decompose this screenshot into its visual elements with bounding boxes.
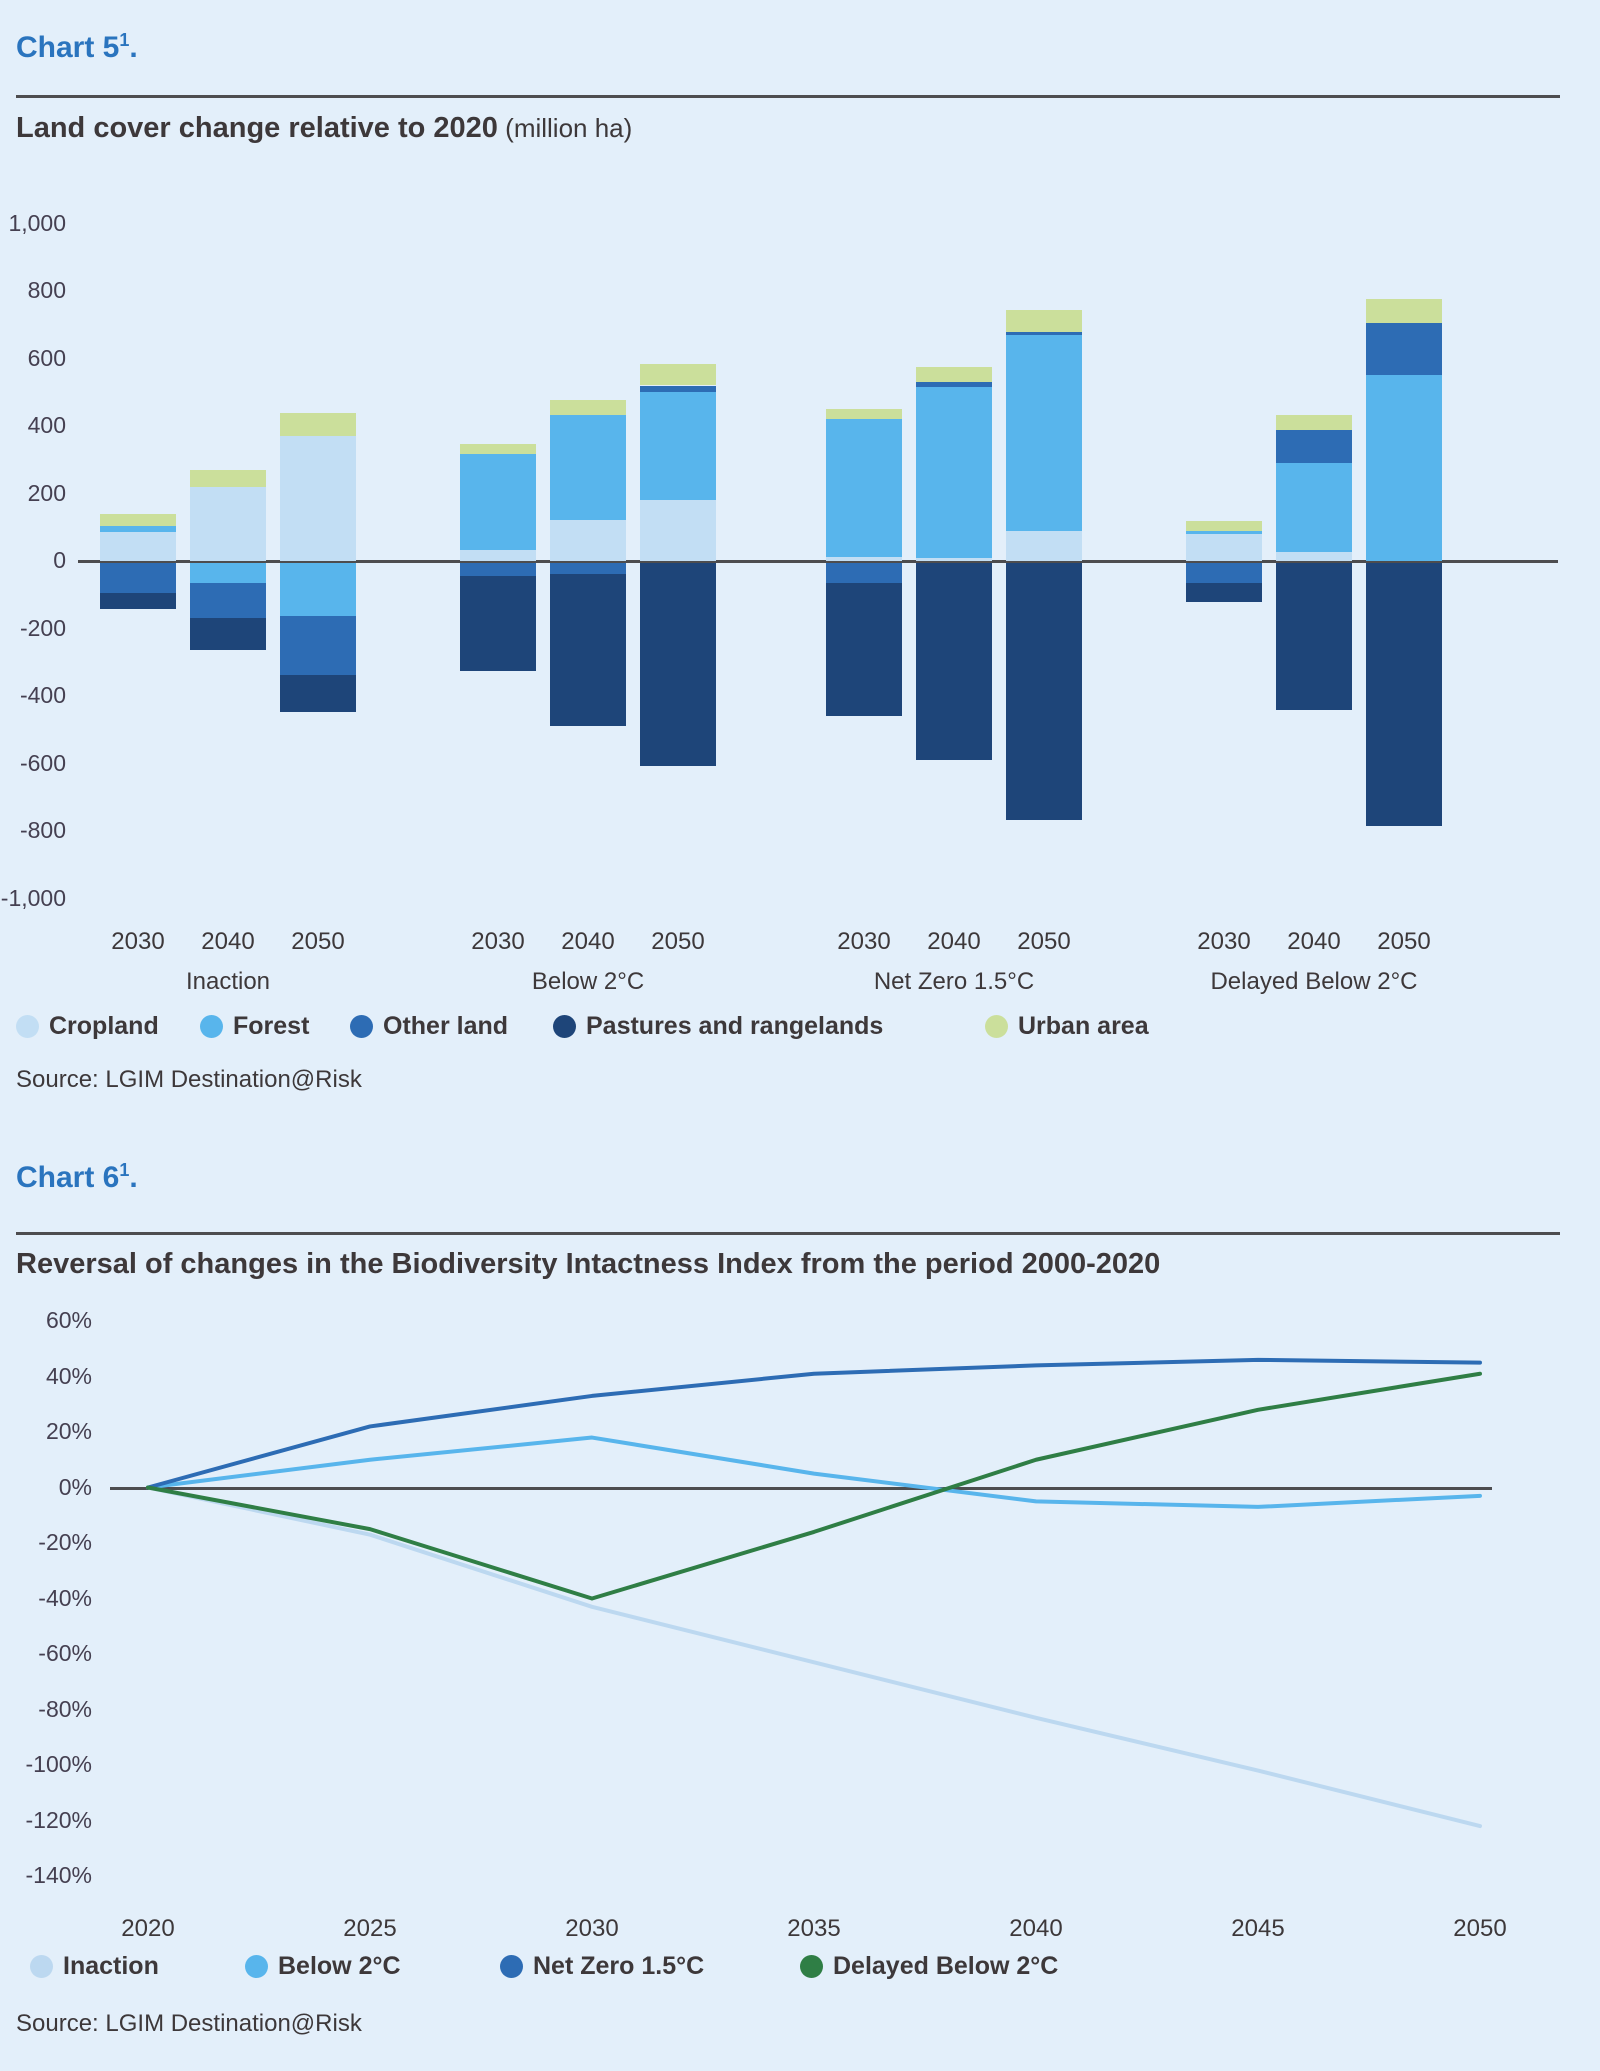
bar-segment-pastures	[280, 675, 356, 712]
line-series-Below-2°C	[148, 1438, 1480, 1507]
scenario-group-label: Inaction	[185, 968, 271, 995]
chart6-heading-period: .	[129, 1161, 138, 1194]
x-axis-year-label: 2050	[1453, 1915, 1507, 1942]
legend-label: Net Zero 1.5°C	[533, 1952, 705, 1980]
bar-segment-cropland	[1006, 531, 1082, 561]
bar-segment-forest	[1276, 463, 1352, 552]
bar-segment-urban	[460, 444, 536, 454]
scenario-group-label: Below 2°C	[531, 968, 645, 995]
bar-segment-urban	[826, 409, 902, 418]
chart6-plot-area	[0, 1280, 1600, 1960]
y-axis-tick-label: -600	[19, 749, 66, 776]
forest-legend-dot	[200, 1015, 223, 1038]
bar-segment-other_land	[1186, 563, 1262, 583]
legend-label: Forest	[233, 1012, 310, 1040]
y-axis-tick-label: -60%	[38, 1640, 92, 1666]
legend-item-Delayed-Below-2°C	[800, 1952, 1058, 1981]
x-axis-year-label: 2030	[471, 928, 525, 955]
chart6-legend	[0, 1952, 1600, 1988]
bar-segment-cropland	[640, 500, 716, 561]
legend-label: Delayed Below 2°C	[833, 1952, 1059, 1980]
x-axis-year-label: 2020	[121, 1915, 175, 1942]
bar-segment-forest	[100, 526, 176, 533]
x-axis-year-label: 2040	[1287, 928, 1341, 955]
y-axis-tick-label: 600	[27, 344, 66, 371]
bar-segment-urban	[280, 413, 356, 437]
line-series-Delayed-Below-2°C	[148, 1374, 1480, 1599]
legend-item-Inaction	[30, 1952, 159, 1981]
y-axis-tick-label: 1,000	[8, 209, 66, 236]
chart5-heading-period: .	[129, 31, 138, 64]
bar-segment-cropland	[916, 558, 992, 561]
scenario-group-label: Delayed Below 2°C	[1210, 968, 1418, 995]
bar-segment-pastures	[916, 563, 992, 760]
urban-legend-dot	[985, 1015, 1008, 1038]
bar-segment-forest	[550, 415, 626, 520]
legend-label: Inaction	[63, 1952, 159, 1980]
chart5-source: Source: LGIM Destination@Risk	[16, 1066, 362, 1093]
bar-Delayed-Below-2°C-2040	[1276, 160, 1352, 1020]
chart5-title-main: Land cover change relative to 2020	[16, 112, 498, 144]
bar-segment-cropland	[190, 487, 266, 561]
y-axis-tick-label: 0	[53, 547, 66, 573]
legend-item-pastures	[553, 1012, 883, 1041]
x-axis-year-label: 2030	[565, 1915, 619, 1942]
bar-segment-pastures	[550, 574, 626, 725]
y-axis-tick-label: 0%	[58, 1473, 92, 1500]
bar-segment-urban	[1276, 415, 1352, 430]
bar-segment-pastures	[100, 593, 176, 609]
chart5-divider	[16, 95, 1560, 98]
chart6-title: Reversal of changes in the Biodiversity Intactness Index from the period 2000-2020	[16, 1248, 1161, 1280]
legend-label: Pastures and rangelands	[586, 1012, 884, 1040]
bar-segment-forest	[826, 419, 902, 557]
chart6-heading	[16, 1160, 138, 1195]
y-axis-tick-label: -140%	[25, 1862, 92, 1888]
chart5-title-unit: (million ha)	[497, 113, 633, 143]
legend-label: Urban area	[1018, 1012, 1149, 1040]
legend-label: Other land	[383, 1012, 509, 1040]
bar-segment-cropland	[100, 532, 176, 561]
y-axis-tick-label: -400	[19, 682, 66, 708]
x-axis-year-label: 2030	[837, 928, 891, 955]
chart6-divider	[16, 1232, 1560, 1235]
bar-segment-other_land	[460, 563, 536, 577]
x-axis-year-label: 2025	[343, 1915, 397, 1942]
bar-Delayed-Below-2°C-2050	[1366, 160, 1442, 1020]
bar-segment-forest	[190, 563, 266, 583]
bar-segment-pastures	[460, 576, 536, 671]
bar-segment-other_land	[280, 616, 356, 675]
chart5-heading-footnote: 1	[119, 30, 130, 50]
y-axis-tick-label: 400	[27, 412, 66, 438]
bar-segment-urban	[1186, 521, 1262, 531]
y-axis-tick-label: 60%	[45, 1307, 92, 1333]
bar-segment-urban	[190, 470, 266, 487]
y-axis-tick-label: 800	[27, 277, 66, 303]
y-axis-tick-label: -200	[19, 614, 66, 641]
pastures-legend-dot	[553, 1015, 576, 1038]
bar-segment-other_land	[100, 563, 176, 593]
x-axis-year-label: 2040	[561, 928, 615, 955]
series-legend-dot	[500, 1955, 523, 1978]
x-axis-year-label: 2050	[651, 928, 705, 955]
bar-segment-other_land	[190, 583, 266, 618]
bar-segment-urban	[916, 367, 992, 383]
bar-Below-2°C-2030	[460, 160, 536, 1020]
x-axis-year-label: 2050	[1017, 928, 1071, 955]
x-axis-year-label: 2050	[1377, 928, 1431, 955]
bar-segment-forest	[1366, 375, 1442, 561]
scenario-group-label: Net Zero 1.5°C	[873, 968, 1035, 995]
bar-segment-forest	[916, 387, 992, 557]
legend-item-other_land	[350, 1012, 508, 1041]
bar-segment-cropland	[550, 520, 626, 561]
x-axis-year-label: 2030	[111, 928, 165, 955]
bar-segment-urban	[100, 514, 176, 526]
bar-segment-other_land	[550, 563, 626, 575]
bar-segment-cropland	[280, 436, 356, 561]
bar-segment-other_land	[916, 382, 992, 387]
bar-segment-forest	[280, 563, 356, 616]
bar-segment-other_land	[640, 386, 716, 393]
bar-segment-urban	[550, 400, 626, 415]
line-series-Net-Zero-1.5°C	[148, 1360, 1480, 1488]
bar-segment-forest	[1006, 335, 1082, 531]
bar-segment-pastures	[640, 563, 716, 767]
bar-segment-other_land	[1276, 430, 1352, 463]
bar-segment-pastures	[1276, 563, 1352, 711]
bar-segment-pastures	[1186, 583, 1262, 602]
bar-segment-cropland	[826, 557, 902, 561]
line-series-Inaction	[148, 1488, 1480, 1827]
bar-segment-cropland	[1186, 534, 1262, 561]
bar-segment-urban	[640, 364, 716, 386]
y-axis-tick-label: -80%	[38, 1695, 92, 1722]
series-legend-dot	[800, 1955, 823, 1978]
chart6-source: Source: LGIM Destination@Risk	[16, 2010, 362, 2037]
bar-segment-forest	[1186, 531, 1262, 534]
chart5-plot-area	[0, 160, 1600, 1020]
other_land-legend-dot	[350, 1015, 373, 1038]
x-axis-year-label: 2045	[1231, 1915, 1285, 1942]
cropland-legend-dot	[16, 1015, 39, 1038]
chart5-heading	[16, 30, 138, 65]
x-axis-year-label: 2035	[787, 1915, 841, 1942]
x-axis-year-label: 2040	[927, 928, 981, 955]
bar-segment-urban	[1006, 310, 1082, 332]
series-legend-dot	[30, 1955, 53, 1978]
legend-item-cropland	[16, 1012, 159, 1041]
legend-item-Net-Zero-1.5°C	[500, 1952, 704, 1981]
x-axis-year-label: 2050	[291, 928, 345, 955]
legend-label: Cropland	[49, 1012, 159, 1040]
y-axis-tick-label: 40%	[45, 1362, 92, 1389]
line-chart-canvas	[0, 1280, 1600, 1920]
chart5-heading-text: Chart 5	[16, 31, 120, 64]
y-axis-tick-label: 20%	[45, 1418, 92, 1444]
y-axis-tick-label: -120%	[25, 1806, 92, 1833]
chart6-heading-text: Chart 6	[16, 1161, 120, 1194]
bar-Inaction-2050	[280, 160, 356, 1020]
series-legend-dot	[245, 1955, 268, 1978]
legend-item-urban	[985, 1012, 1149, 1041]
bar-Net-Zero-1.5°C-2050	[1006, 160, 1082, 1020]
bar-segment-cropland	[460, 550, 536, 561]
bar-Net-Zero-1.5°C-2030	[826, 160, 902, 1020]
y-axis-tick-label: -100%	[25, 1751, 92, 1777]
bar-segment-urban	[1366, 299, 1442, 323]
bar-segment-forest	[460, 454, 536, 550]
bar-segment-other_land	[1366, 323, 1442, 375]
legend-item-Below-2°C	[245, 1952, 401, 1981]
y-axis-tick-label: 200	[27, 479, 66, 506]
bar-segment-pastures	[1006, 563, 1082, 820]
bar-segment-forest	[640, 392, 716, 500]
legend-item-forest	[200, 1012, 309, 1041]
chart5-title	[16, 112, 632, 145]
y-axis-tick-label: -1,000	[0, 884, 66, 911]
chart6-heading-footnote: 1	[119, 1160, 130, 1180]
bar-segment-cropland	[1276, 552, 1352, 561]
bar-Net-Zero-1.5°C-2040	[916, 160, 992, 1020]
legend-label: Below 2°C	[278, 1952, 401, 1980]
y-axis-tick-label: -20%	[38, 1529, 92, 1555]
chart5-legend	[0, 1012, 1600, 1048]
bar-segment-pastures	[190, 618, 266, 650]
bar-segment-pastures	[1366, 563, 1442, 827]
bar-segment-other_land	[1006, 332, 1082, 335]
bar-segment-other_land	[826, 563, 902, 583]
y-axis-tick-label: -800	[19, 817, 66, 843]
x-axis-year-label: 2030	[1197, 928, 1251, 955]
bar-Inaction-2030	[100, 160, 176, 1020]
bar-Inaction-2040	[190, 160, 266, 1020]
x-axis-year-label: 2040	[201, 928, 255, 955]
x-axis-year-label: 2040	[1009, 1915, 1063, 1942]
bar-Below-2°C-2040	[550, 160, 626, 1020]
bar-Delayed-Below-2°C-2030	[1186, 160, 1262, 1020]
bar-segment-pastures	[826, 583, 902, 717]
y-axis-tick-label: -40%	[38, 1584, 92, 1611]
bar-Below-2°C-2050	[640, 160, 716, 1020]
